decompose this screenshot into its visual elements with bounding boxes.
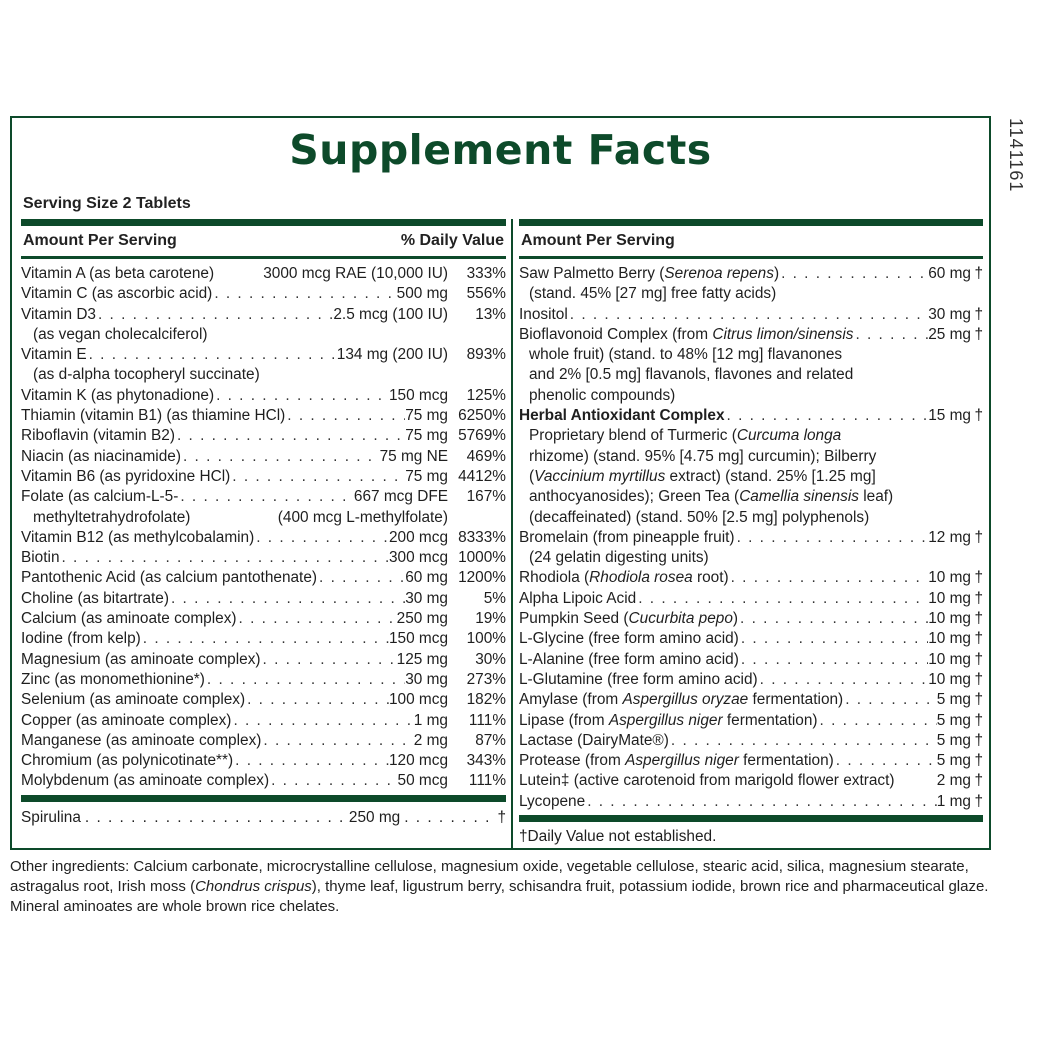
leader-dots (585, 792, 937, 812)
nutrient-amount: 125 mg (396, 650, 448, 668)
daily-value-percent: 343% (466, 752, 506, 770)
daily-value-percent: 6250% (458, 407, 506, 425)
nutrient-label: (decaffeinated) (stand. 50% [2.5 mg] polyphenols) (529, 508, 870, 526)
nutrient-row (519, 406, 983, 426)
nutrient-amount: 150 mcg (388, 386, 448, 404)
daily-value-percent: 556% (466, 285, 506, 303)
nutrient-row (519, 325, 983, 345)
daily-value-percent: 5769% (458, 427, 506, 445)
nutrient-amount: 3000 mcg RAE (10,000 IU) (263, 265, 448, 282)
dagger-mark: † (974, 792, 983, 810)
nutrient-label: Vitamin B12 (as methylcobalamin) (21, 528, 255, 546)
lot-code: 1141161 (1006, 118, 1026, 193)
left-nutrient-list (21, 259, 506, 792)
nutrient-label: L-Glycine (free form amino acid) (519, 630, 739, 648)
dagger-mark: † (974, 589, 983, 607)
nutrient-label: Alpha Lipoic Acid (519, 589, 637, 607)
nutrient-amount: 5 mg (936, 691, 971, 709)
nutrient-row (21, 690, 506, 710)
nutrient-row (519, 426, 983, 446)
leader-dots (230, 467, 405, 487)
dagger-mark: † (974, 670, 983, 688)
nutrient-row (21, 305, 506, 325)
nutrient-row (21, 386, 506, 406)
nutrient-row (519, 650, 983, 670)
nutrient-row (519, 264, 983, 284)
dagger-mark: † (974, 752, 983, 770)
nutrient-label: Vitamin D3 (21, 305, 96, 323)
nutrient-row (519, 284, 983, 304)
nutrient-label: L-Glutamine (free form amino acid) (519, 670, 758, 688)
daily-value-percent: 1000% (458, 549, 506, 567)
nutrient-label: Zinc (as monomethionine*) (21, 670, 205, 688)
nutrient-row (519, 670, 983, 690)
dagger-mark: † (974, 691, 983, 709)
nutrient-amount: 2 mg (413, 731, 448, 749)
nutrient-row (519, 467, 983, 487)
nutrient-amount: 75 mg NE (379, 447, 448, 465)
amount-per-serving-label-right: Amount Per Serving (521, 232, 675, 249)
leader-dots (175, 426, 405, 446)
nutrient-label: Saw Palmetto Berry (Serenoa repens) (519, 265, 780, 282)
nutrient-row (519, 548, 983, 568)
dagger-mark: † (974, 265, 983, 282)
nutrient-amount: 150 mcg (388, 630, 448, 648)
nutrient-label: Bromelain (from pineapple fruit) (519, 528, 735, 546)
nutrient-row (519, 711, 983, 731)
nutrient-row (519, 792, 983, 812)
spirulina-dagger: † (497, 808, 506, 826)
leader-dots (729, 568, 929, 588)
panel-title: Supplement Facts (289, 126, 712, 174)
nutrient-amount: 10 mg (928, 650, 971, 668)
daily-value-percent: 100% (466, 630, 506, 648)
nutrient-amount: 1 mg (936, 792, 971, 810)
daily-value-percent: 893% (466, 346, 506, 364)
nutrient-label: (as vegan cholecalciferol) (33, 325, 208, 343)
top-rule-right (519, 219, 983, 226)
nutrient-row (519, 305, 983, 325)
left-column (21, 219, 506, 828)
nutrient-label: (as d-alpha tocopheryl succinate) (33, 366, 260, 384)
nutrient-row (21, 264, 506, 284)
nutrient-label: Inositol (519, 305, 568, 323)
nutrient-amount: 250 mg (396, 610, 448, 628)
nutrient-row (21, 548, 506, 568)
nutrient-label: phenolic compounds) (529, 386, 676, 404)
nutrient-amount: 10 mg (928, 630, 971, 648)
nutrient-amount: 500 mg (396, 285, 448, 303)
nutrient-label: Chromium (as polynicotinate**) (21, 752, 234, 770)
nutrient-row (21, 345, 506, 365)
daily-value-percent: 13% (475, 305, 506, 323)
nutrient-row (519, 487, 983, 507)
nutrient-row (21, 528, 506, 548)
leader-dots (261, 731, 413, 751)
nutrient-amount: 12 mg (928, 528, 971, 546)
nutrient-amount: 120 mcg (388, 752, 448, 770)
leader-dots (181, 447, 380, 467)
nutrient-label: Vitamin E (21, 346, 87, 364)
nutrient-label: Calcium (as aminoate complex) (21, 610, 237, 628)
top-rule (21, 219, 506, 226)
leader-dots (169, 589, 405, 609)
nutrient-row (519, 690, 983, 710)
nutrient-row (21, 508, 506, 528)
nutrient-label: rhizome) (stand. 95% [4.75 mg] curcumin); Bilberry (529, 447, 877, 465)
leader-dots (568, 305, 928, 325)
daily-value-percent: 30% (475, 650, 506, 668)
dagger-mark: † (974, 610, 983, 628)
nutrient-amount: 10 mg (928, 589, 971, 607)
leader-dots (87, 345, 337, 365)
left-header (21, 226, 506, 256)
nutrient-amount: 134 mg (200 IU) (336, 346, 448, 364)
nutrient-row (519, 345, 983, 365)
leader-dots (212, 284, 396, 304)
supplement-facts-panel (10, 116, 991, 850)
leader-dots (739, 629, 928, 649)
nutrient-label: Pumpkin Seed (Cucurbita pepo) (519, 610, 739, 628)
nutrient-amount: 10 mg (928, 610, 971, 628)
nutrient-label: Lycopene (519, 792, 586, 810)
nutrient-label: Rhodiola (Rhodiola rosea root) (519, 569, 729, 587)
nutrient-row (21, 426, 506, 446)
leader-dots (779, 264, 928, 284)
leader-dots (735, 528, 929, 548)
nutrient-row (21, 467, 506, 487)
dagger-mark: † (974, 772, 983, 790)
nutrient-row (519, 589, 983, 609)
leader-dots (96, 305, 333, 325)
nutrient-row (21, 568, 506, 588)
nutrient-label: Vitamin C (as ascorbic acid) (21, 285, 213, 303)
nutrient-amount: 10 mg (928, 670, 971, 688)
nutrient-amount: 75 mg (405, 427, 448, 445)
leader-dots (214, 386, 389, 406)
nutrient-amount: 100 mcg (388, 691, 448, 709)
dagger-mark: † (974, 569, 983, 587)
nutrient-label: (stand. 45% [27 mg] free fatty acids) (529, 285, 777, 303)
right-header (519, 226, 983, 256)
nutrient-amount: 75 mg (405, 407, 448, 425)
nutrient-label: Copper (as aminoate complex) (21, 711, 232, 729)
leader-dots (231, 711, 413, 731)
daily-value-percent: 469% (466, 447, 506, 465)
nutrient-amount: 10 mg (928, 569, 971, 587)
nutrient-row (519, 751, 983, 771)
leader-dots (233, 751, 389, 771)
nutrient-label: Biotin (21, 549, 60, 567)
daily-value-percent: 111% (468, 772, 506, 790)
nutrient-amount: 50 mcg (397, 772, 448, 790)
nutrient-row (519, 568, 983, 588)
nutrient-label: Molybdenum (as aminoate complex) (21, 772, 270, 790)
nutrient-row (21, 406, 506, 426)
daily-value-percent: 4412% (458, 467, 506, 485)
nutrient-label: Lutein‡ (active carotenoid from marigold flower extract) (519, 772, 895, 790)
daily-value-percent: 182% (466, 691, 506, 709)
daily-value-percent: 5% (483, 589, 506, 607)
leader-dots (141, 629, 389, 649)
dagger-mark: † (974, 407, 983, 425)
nutrient-amount: 200 mcg (388, 528, 448, 546)
nutrient-label: Niacin (as niacinamide) (21, 447, 181, 465)
nutrient-row (519, 365, 983, 385)
nutrient-amount: 2 mg (936, 772, 971, 790)
nutrient-row (21, 711, 506, 731)
nutrient-amount: 5 mg (936, 711, 971, 729)
nutrient-amount: 30 mg (405, 670, 448, 688)
daily-value-percent: 1200% (458, 569, 506, 587)
nutrient-row (21, 589, 506, 609)
nutrient-label: Pantothenic Acid (as calcium pantothenate) (21, 569, 318, 587)
right-ingredient-list (519, 259, 983, 812)
nutrient-row (21, 629, 506, 649)
spirulina-row (21, 808, 506, 828)
dagger-mark: † (974, 650, 983, 668)
nutrient-label: Choline (as bitartrate) (21, 589, 169, 607)
leader-dots (60, 548, 389, 568)
leader-dots (853, 325, 928, 345)
leader-dots (254, 528, 389, 548)
nutrient-amount: 30 mg (928, 305, 971, 323)
nutrient-label: L-Alanine (free form amino acid) (519, 650, 739, 668)
nutrient-label: and 2% [0.5 mg] flavanols, flavones and related (529, 366, 854, 384)
nutrient-label: Herbal Antioxidant Complex (519, 407, 725, 425)
nutrient-label: Vitamin A (as beta carotene) (21, 265, 215, 282)
nutrient-amount: 25 mg (928, 325, 971, 343)
daily-value-percent: 111% (468, 711, 506, 729)
nutrient-row (21, 771, 506, 791)
nutrient-label: Vitamin K (as phytonadione) (21, 386, 215, 404)
leader-dots (843, 690, 937, 710)
nutrient-row (21, 487, 506, 507)
nutrient-label: Lactase (DairyMate®) (519, 731, 669, 749)
nutrient-label: (Vaccinium myrtillus extract) (stand. 25% [1.25 mg] (529, 467, 876, 485)
leader-dots (725, 406, 929, 426)
nutrient-label: Manganese (as aminoate complex) (21, 731, 262, 749)
nutrient-row (21, 365, 506, 385)
nutrient-row (519, 629, 983, 649)
nutrient-amount: 30 mg (405, 589, 448, 607)
other-ingredients: Other ingredients: Calcium carbonate, microcrystalline cellulose, magnesium oxide, vegetable cellulose, stearic acid, silica, magnesium stearate, astragalus root, Irish moss (Chondrus crispus), thyme leaf, ligustrum berry, schisandra fruit, potassium iodide, brown rice and pharmaceutical glaze. Mineral aminoates are whole brown rice chelates. (10, 858, 989, 915)
leader-dots (205, 670, 405, 690)
daily-value-percent: 333% (466, 265, 506, 282)
daily-value-percent: 19% (475, 610, 506, 628)
nutrient-label: Proprietary blend of Turmeric (Curcuma longa (529, 427, 842, 445)
leader-dots (285, 406, 405, 426)
nutrient-label: Magnesium (as aminoate complex) (21, 650, 261, 668)
nutrient-amount: 1 mg (413, 711, 448, 729)
serving-size: Serving Size 2 Tablets (23, 195, 191, 212)
nutrient-label: Bioflavonoid Complex (from Citrus limon/sinensis (519, 325, 854, 343)
nutrient-amount: 75 mg (405, 467, 448, 485)
nutrient-label: Vitamin B6 (as pyridoxine HCl) (21, 467, 231, 485)
nutrient-amount: 5 mg (936, 752, 971, 770)
nutrient-row (21, 325, 506, 345)
spirulina-rule (21, 795, 506, 802)
nutrient-label: (24 gelatin digesting units) (529, 549, 709, 567)
nutrient-row (519, 386, 983, 406)
nutrient-amount: 60 mg (928, 265, 971, 282)
nutrient-row (519, 731, 983, 751)
nutrient-row (21, 447, 506, 467)
nutrient-label: methyltetrahydrofolate) (33, 508, 191, 526)
daily-value-percent: 273% (466, 670, 506, 688)
leader-dots (178, 487, 354, 507)
nutrient-row (21, 731, 506, 751)
leader-dots (738, 609, 928, 629)
nutrient-label: Riboflavin (vitamin B2) (21, 427, 175, 445)
amount-per-serving-label: Amount Per Serving (23, 232, 177, 249)
leader-dots (317, 568, 405, 588)
nutrient-label: Lipase (from Aspergillus niger fermentation) (519, 711, 818, 729)
dagger-mark: † (974, 630, 983, 648)
nutrient-amount: 300 mcg (388, 549, 448, 567)
leader-dots (818, 711, 937, 731)
nutrient-amount: 60 mg (405, 569, 448, 587)
nutrient-amount: 667 mcg DFE (353, 488, 448, 506)
nutrient-row (21, 751, 506, 771)
nutrient-amount: 5 mg (936, 731, 971, 749)
nutrient-label: Amylase (from Aspergillus oryzae fermentation) (519, 691, 844, 709)
leader-dots (261, 650, 397, 670)
nutrient-label: Selenium (as aminoate complex) (21, 691, 246, 709)
nutrient-row (21, 670, 506, 690)
nutrient-amount: 2.5 mcg (100 IU) (333, 305, 448, 323)
dagger-mark: † (974, 731, 983, 749)
leader-dots (245, 690, 389, 710)
daily-value-footnote: †Daily Value not established. (519, 828, 717, 846)
dagger-mark: † (974, 325, 983, 343)
nutrient-amount: (400 mcg L-methylfolate) (277, 508, 448, 526)
nutrient-label: Folate (as calcium-L-5- (21, 488, 179, 506)
leader-dots (739, 650, 928, 670)
spirulina-label: Spirulina (21, 808, 81, 826)
daily-value-percent: 167% (466, 488, 506, 506)
leader-dots (636, 589, 928, 609)
nutrient-row (21, 650, 506, 670)
leader-dots (669, 731, 937, 751)
daily-value-percent: 125% (466, 386, 506, 404)
nutrient-amount: 15 mg (928, 407, 971, 425)
leader-dots (237, 609, 397, 629)
daily-value-label: % Daily Value (400, 232, 504, 249)
nutrient-label: Iodine (from kelp) (21, 630, 141, 648)
nutrient-row (21, 609, 506, 629)
footnote-rule (519, 815, 983, 822)
dagger-mark: † (974, 711, 983, 729)
leader-dots (834, 751, 937, 771)
daily-value-percent: 8333% (458, 528, 506, 546)
leader-dots (758, 670, 929, 690)
nutrient-row (21, 284, 506, 304)
daily-value-percent: 87% (475, 731, 506, 749)
column-divider (511, 219, 513, 850)
leader-dots (269, 771, 397, 791)
nutrient-row (519, 508, 983, 528)
nutrient-row (519, 528, 983, 548)
dagger-mark: † (974, 305, 983, 323)
nutrient-label: Protease (from Aspergillus niger fermentation) (519, 752, 834, 770)
dagger-mark: † (974, 528, 983, 546)
nutrient-label: anthocyanosides); Green Tea (Camellia sinensis leaf) (529, 488, 894, 506)
nutrient-label: Thiamin (vitamin B1) (as thiamine HCl) (21, 407, 286, 425)
nutrient-row (519, 609, 983, 629)
spirulina-amount: 250 mg (348, 808, 401, 826)
nutrient-row (519, 447, 983, 467)
nutrient-label: whole fruit) (stand. to 48% [12 mg] flavanones (529, 346, 843, 364)
nutrient-row (519, 771, 983, 791)
right-column (519, 219, 983, 846)
